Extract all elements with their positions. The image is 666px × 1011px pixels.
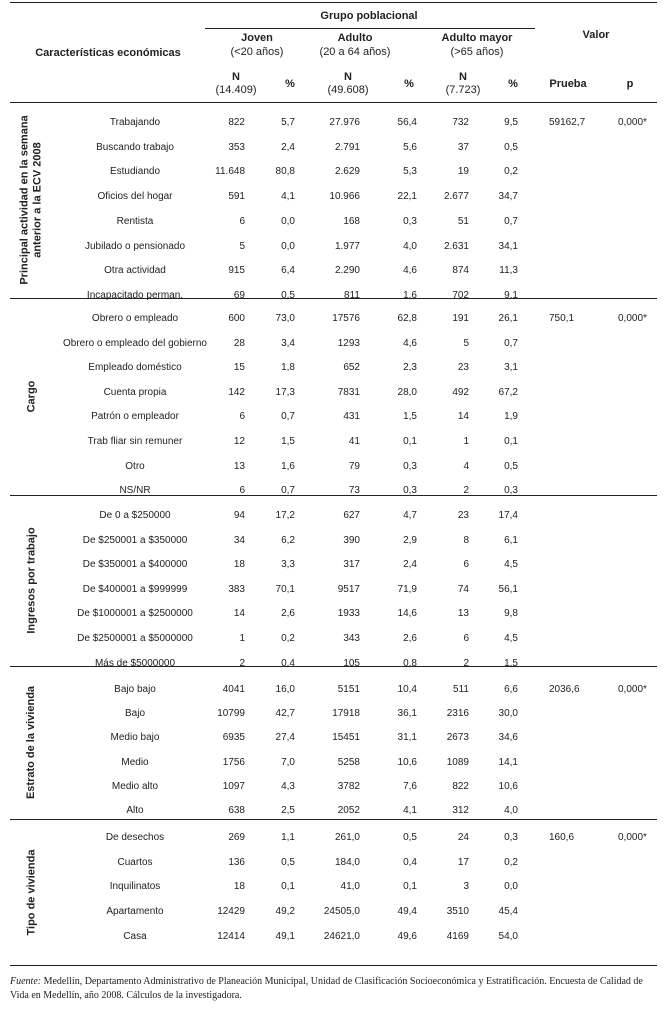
p-value: 0,000* — [618, 117, 647, 128]
group-rule — [205, 28, 535, 29]
row-label: Estudiando — [109, 166, 161, 177]
p-value: 0,000* — [618, 684, 647, 695]
footnote-label: Fuente: — [10, 976, 42, 987]
table-cell: 2,9 — [403, 535, 417, 546]
row-label: Obrero o empleado — [91, 313, 179, 324]
table-cell: 317 — [343, 559, 360, 570]
adulto-mayor-range: (>65 años) — [450, 46, 504, 58]
table-cell: 4,1 — [403, 805, 417, 816]
table-cell: 27.976 — [329, 117, 360, 128]
table-cell: 732 — [452, 117, 469, 128]
table-cell: 0,1 — [403, 436, 417, 447]
table-cell: 49,1 — [275, 931, 295, 942]
table-cell: 0,3 — [403, 461, 417, 472]
table-cell: 42,7 — [275, 708, 295, 719]
adulto-mayor-n-label: N — [459, 71, 467, 83]
section-title-line: anterior a la ECV 2008 — [32, 142, 45, 258]
row-label: Obrero o empleado del gobierno — [63, 338, 207, 349]
table-cell: 0,2 — [504, 857, 518, 868]
table-cell: 23 — [457, 362, 469, 373]
table-cell: 17,3 — [275, 387, 295, 398]
table-cell: 5 — [239, 241, 245, 252]
table-cell: 74 — [457, 584, 469, 595]
section-rule — [10, 495, 657, 496]
table-cell: 14 — [457, 411, 469, 422]
row-label: De 0 a $250000 — [99, 510, 171, 521]
table-cell: 1293 — [337, 338, 360, 349]
table-cell: 31,1 — [397, 732, 417, 743]
table-cell: 13 — [233, 461, 245, 472]
table-cell: 24 — [457, 832, 469, 843]
table-cell: 49,4 — [397, 906, 417, 917]
table-cell: 0,3 — [403, 485, 417, 496]
prueba-value: 750,1 — [549, 313, 575, 324]
row-label: Alto — [126, 805, 144, 816]
table-cell: 54,0 — [498, 931, 518, 942]
table-cell: 23 — [457, 510, 469, 521]
table-cell: 9,5 — [504, 117, 518, 128]
table-cell: 17,2 — [275, 510, 295, 521]
table-cell: 9517 — [337, 584, 360, 595]
table-cell: 1097 — [222, 781, 245, 792]
table-cell: 16,0 — [275, 684, 295, 695]
row-label: De $400001 a $999999 — [82, 584, 188, 595]
table-cell: 34,6 — [498, 732, 518, 743]
table-cell: 4,5 — [504, 559, 518, 570]
table-cell: 811 — [344, 290, 360, 301]
table-cell: 0,3 — [403, 216, 417, 227]
section-title-text — [26, 849, 39, 935]
row-label: De desechos — [105, 832, 165, 843]
row-label: Bajo bajo — [114, 684, 156, 695]
table-cell: 142 — [228, 387, 245, 398]
row-label: Medio bajo — [110, 732, 160, 743]
table-cell: 1,9 — [504, 411, 518, 422]
table-cell: 168 — [343, 216, 360, 227]
table-cell: 10,6 — [397, 757, 417, 768]
table-cell: 0,5 — [504, 461, 518, 472]
adulto-n-value: (49.608) — [327, 84, 369, 96]
adulto-n-label: N — [344, 71, 352, 83]
section-title — [17, 495, 47, 666]
section-title-text — [26, 381, 39, 413]
table-cell: 0,7 — [281, 411, 295, 422]
table-cell: 14,6 — [397, 608, 417, 619]
row-label: Empleado doméstico — [88, 362, 182, 373]
table-cell: 10.966 — [329, 191, 360, 202]
table-cell: 0,1 — [403, 881, 417, 892]
table-cell: 19 — [457, 166, 469, 177]
section-title-text — [26, 686, 39, 799]
table-cell: 49,6 — [397, 931, 417, 942]
adulto-pct-label: % — [404, 78, 414, 90]
table-cell: 28,0 — [397, 387, 417, 398]
adulto-header: Adulto — [337, 32, 373, 44]
table-cell: 0,2 — [281, 633, 295, 644]
table-cell: 0,3 — [504, 485, 518, 496]
table-cell: 70,1 — [275, 584, 295, 595]
table-cell: 600 — [228, 313, 245, 324]
table-cell: 2.629 — [334, 166, 360, 177]
table-cell: 5151 — [337, 684, 360, 695]
table-cell: 2052 — [337, 805, 360, 816]
table-cell: 5,7 — [281, 117, 295, 128]
table-cell: 915 — [228, 265, 245, 276]
table-cell: 1756 — [222, 757, 245, 768]
table-cell: 2.290 — [334, 265, 360, 276]
table-cell: 511 — [453, 684, 469, 695]
table-cell: 2316 — [446, 708, 469, 719]
table-cell: 0,5 — [281, 290, 295, 301]
joven-pct-label: % — [285, 78, 295, 90]
table-cell: 353 — [228, 142, 245, 153]
table-cell: 6 — [239, 216, 245, 227]
row-label: Medio alto — [111, 781, 159, 792]
table-cell: 79 — [348, 461, 360, 472]
table-cell: 822 — [228, 117, 245, 128]
row-label: Patrón o empleador — [91, 411, 179, 422]
table-cell: 7,6 — [403, 781, 417, 792]
table-cell: 2,6 — [281, 608, 295, 619]
table-cell: 18 — [233, 881, 245, 892]
table-cell: 0,7 — [504, 216, 518, 227]
row-label: Incapacitado perman. — [86, 290, 184, 301]
table-cell: 3782 — [337, 781, 360, 792]
table-cell: 0,2 — [504, 166, 518, 177]
table-cell: 22,1 — [397, 191, 417, 202]
row-label: Cuenta propia — [103, 387, 167, 398]
top-rule — [10, 2, 657, 3]
section-title — [17, 298, 47, 495]
table-cell: 3,4 — [281, 338, 295, 349]
row-label: Bajo — [124, 708, 146, 719]
table-cell: 591 — [228, 191, 245, 202]
row-label: De $1000001 a $2500000 — [77, 608, 193, 619]
row-label: Oficios del hogar — [97, 191, 173, 202]
joven-n-label: N — [232, 71, 240, 83]
table-cell: 0,4 — [281, 658, 295, 669]
table-cell: 1,1 — [281, 832, 295, 843]
section-title-line: Estrato de la vivienda — [25, 685, 38, 800]
section-rule — [10, 819, 657, 820]
table-cell: 5258 — [337, 757, 360, 768]
table-cell: 2 — [463, 485, 469, 496]
table-cell: 62,8 — [397, 313, 417, 324]
table-cell: 3510 — [446, 906, 469, 917]
characteristics-header: Características económicas — [35, 47, 181, 59]
table-cell: 12414 — [217, 931, 245, 942]
section-title-line: Principal actividad en la semana — [19, 115, 32, 285]
table-cell: 14,1 — [498, 757, 518, 768]
table-cell: 0,3 — [504, 832, 518, 843]
source-footnote — [10, 975, 658, 1003]
table-cell: 73 — [348, 485, 360, 496]
table-cell: 7831 — [337, 387, 360, 398]
table-cell: 34 — [233, 535, 245, 546]
row-label: Apartamento — [106, 906, 164, 917]
table-cell: 269 — [228, 832, 245, 843]
table-cell: 6 — [463, 559, 469, 570]
table-cell: 1.977 — [334, 241, 360, 252]
table-cell: 36,1 — [397, 708, 417, 719]
joven-header: Joven — [241, 32, 273, 44]
table-cell: 343 — [343, 633, 360, 644]
table-cell: 0,5 — [281, 857, 295, 868]
table-cell: 7,0 — [281, 757, 295, 768]
row-label: De $250001 a $350000 — [82, 535, 188, 546]
table-cell: 1,5 — [403, 411, 417, 422]
joven-n-value: (14.409) — [215, 84, 257, 96]
table-cell: 14 — [233, 608, 245, 619]
table-cell: 1,8 — [281, 362, 295, 373]
table-cell: 2.677 — [443, 191, 469, 202]
table-cell: 6,1 — [504, 535, 518, 546]
table-cell: 822 — [452, 781, 469, 792]
table-cell: 1 — [463, 436, 469, 447]
table-cell: 6,4 — [281, 265, 295, 276]
table-cell: 0,0 — [504, 881, 518, 892]
table-cell: 0,5 — [504, 142, 518, 153]
table-cell: 6 — [463, 633, 469, 644]
table-cell: 9,1 — [504, 290, 518, 301]
table-cell: 6,6 — [504, 684, 518, 695]
table-cell: 1 — [239, 633, 245, 644]
table-cell: 638 — [228, 805, 245, 816]
p-label: p — [626, 78, 634, 90]
table-cell: 13 — [457, 608, 469, 619]
table-cell: 1,5 — [504, 658, 518, 669]
row-label: Trabajando — [109, 117, 161, 128]
group-title: Grupo poblacional — [320, 10, 418, 22]
section-title-line: Cargo — [25, 380, 38, 413]
table-cell: 56,4 — [397, 117, 417, 128]
table-cell: 10,4 — [397, 684, 417, 695]
row-label: Cuartos — [117, 857, 153, 868]
section-title-line: Ingresos por trabajo — [25, 527, 38, 634]
footnote-text: Medellín, Departamento Administrativo de Planeación Municipal, Unidad de Clasificación Socioeconómica y Estratificación. Encuesta de Calidad de Vida en Medellín, año 2008. Cálculos de la investigadora. — [10, 976, 643, 1001]
table-cell: 49,2 — [275, 906, 295, 917]
table-cell: 11,3 — [499, 265, 518, 276]
table-cell: 2,3 — [403, 362, 417, 373]
table-cell: 94 — [233, 510, 245, 521]
table-cell: 2,5 — [281, 805, 295, 816]
table-cell: 12429 — [217, 906, 245, 917]
row-label: De $350001 a $400000 — [82, 559, 188, 570]
table-cell: 5,6 — [403, 142, 417, 153]
table-cell: 702 — [452, 290, 469, 301]
table-cell: 10,6 — [498, 781, 518, 792]
section-title — [17, 102, 47, 298]
table-cell: 0,4 — [403, 857, 417, 868]
row-label: NS/NR — [119, 485, 151, 496]
table-cell: 1089 — [446, 757, 469, 768]
adulto-mayor-n-value: (7.723) — [445, 84, 481, 96]
prueba-value: 160,6 — [549, 832, 575, 843]
table-cell: 2.791 — [334, 142, 360, 153]
row-label: Inquilinatos — [109, 881, 161, 892]
table-cell: 105 — [343, 658, 360, 669]
table-cell: 431 — [343, 411, 360, 422]
table-cell: 2673 — [446, 732, 469, 743]
table-cell: 652 — [343, 362, 360, 373]
table-cell: 4 — [463, 461, 469, 472]
table-cell: 2 — [239, 658, 245, 669]
table-cell: 4169 — [446, 931, 469, 942]
header-bottom-rule — [10, 102, 657, 103]
table-cell: 41,0 — [340, 881, 360, 892]
table-cell: 45,4 — [498, 906, 518, 917]
table-cell: 69 — [233, 290, 245, 301]
p-value: 0,000* — [618, 832, 647, 843]
table-cell: 0,0 — [281, 216, 295, 227]
table-cell: 9,8 — [504, 608, 518, 619]
table-cell: 17576 — [332, 313, 360, 324]
section-title-text — [26, 527, 39, 633]
table-cell: 37 — [457, 142, 469, 153]
table-cell: 1,5 — [281, 436, 295, 447]
prueba-value: 59162,7 — [549, 117, 586, 128]
table-cell: 34,7 — [498, 191, 518, 202]
table-cell: 15 — [233, 362, 245, 373]
row-label: Casa — [123, 931, 147, 942]
row-label: Otra actividad — [104, 265, 166, 276]
table-cell: 1,6 — [403, 290, 417, 301]
table-cell: 261,0 — [334, 832, 360, 843]
table-cell: 390 — [343, 535, 360, 546]
table-cell: 24505,0 — [323, 906, 360, 917]
table-cell: 2.631 — [443, 241, 469, 252]
row-label: Buscando trabajo — [96, 142, 174, 153]
table-cell: 2 — [463, 658, 469, 669]
table-cell: 26,1 — [498, 313, 518, 324]
section-title-text — [19, 115, 45, 284]
table-cell: 136 — [228, 857, 245, 868]
table-cell: 4,3 — [281, 781, 295, 792]
table-cell: 6,2 — [281, 535, 295, 546]
adulto-mayor-header: Adulto mayor — [441, 32, 513, 44]
table-cell: 1,6 — [281, 461, 295, 472]
table-cell: 6935 — [222, 732, 245, 743]
table-cell: 0,7 — [281, 485, 295, 496]
table-cell: 4,6 — [403, 338, 417, 349]
section-title — [17, 666, 47, 819]
table-cell: 4,6 — [403, 265, 417, 276]
table-cell: 2,4 — [403, 559, 417, 570]
table-cell: 627 — [343, 510, 360, 521]
table-cell: 4,0 — [504, 805, 518, 816]
table-cell: 312 — [452, 805, 469, 816]
prueba-value: 2036,6 — [549, 684, 580, 695]
table-cell: 51 — [457, 216, 469, 227]
table-cell: 41 — [348, 436, 360, 447]
table-cell: 3,1 — [504, 362, 518, 373]
row-label: Jubilado o pensionado — [84, 241, 186, 252]
table-cell: 0,8 — [403, 658, 417, 669]
table-cell: 12 — [233, 436, 245, 447]
value-title: Valor — [582, 29, 610, 41]
table-cell: 15451 — [332, 732, 360, 743]
table-cell: 1933 — [337, 608, 360, 619]
table-cell: 18 — [233, 559, 245, 570]
table-cell: 71,9 — [397, 584, 417, 595]
table-cell: 4041 — [222, 684, 245, 695]
adulto-range: (20 a 64 años) — [319, 46, 391, 58]
table-cell: 24621,0 — [323, 931, 360, 942]
table-cell: 3,3 — [281, 559, 295, 570]
row-label: De $2500001 a $5000000 — [77, 633, 193, 644]
section-title-line: Tipo de vivienda — [25, 849, 38, 935]
table-cell: 4,0 — [403, 241, 417, 252]
table-cell: 27,4 — [275, 732, 295, 743]
table-cell: 4,1 — [281, 191, 295, 202]
table-cell: 6 — [239, 411, 245, 422]
table-cell: 0,5 — [403, 832, 417, 843]
table-cell: 0,1 — [281, 881, 295, 892]
table-cell: 3 — [463, 881, 469, 892]
table-cell: 383 — [228, 584, 245, 595]
table-cell: 11.648 — [215, 166, 245, 177]
table-cell: 0,1 — [504, 436, 518, 447]
p-value: 0,000* — [618, 313, 647, 324]
section-rule — [10, 965, 657, 966]
table-cell: 80,8 — [275, 166, 295, 177]
table-cell: 73,0 — [275, 313, 295, 324]
table-cell: 4,7 — [403, 510, 417, 521]
table-cell: 4,5 — [504, 633, 518, 644]
table-cell: 2,4 — [281, 142, 295, 153]
table-cell: 8 — [463, 535, 469, 546]
table-cell: 492 — [452, 387, 469, 398]
row-label: Más de $5000000 — [94, 658, 176, 669]
table-cell: 184,0 — [334, 857, 360, 868]
table-cell: 6 — [239, 485, 245, 496]
table-cell: 5 — [463, 338, 469, 349]
table-cell: 56,1 — [498, 584, 518, 595]
table-cell: 17 — [457, 857, 469, 868]
table-cell: 5,3 — [403, 166, 417, 177]
adulto-mayor-pct-label: % — [508, 78, 518, 90]
table-cell: 0,0 — [281, 241, 295, 252]
table-cell: 874 — [452, 265, 469, 276]
row-label: Medio — [121, 757, 149, 768]
table-cell: 0,7 — [504, 338, 518, 349]
table-cell: 34,1 — [498, 241, 518, 252]
prueba-label: Prueba — [549, 78, 587, 90]
table-cell: 191 — [452, 313, 469, 324]
table-cell: 30,0 — [498, 708, 518, 719]
section-title — [17, 819, 47, 965]
row-label: Trab fliar sin remuner — [87, 436, 183, 447]
table-cell: 28 — [233, 338, 245, 349]
table-cell: 17,4 — [498, 510, 518, 521]
joven-range: (<20 años) — [230, 46, 284, 58]
table-cell: 67,2 — [498, 387, 518, 398]
row-label: Rentista — [116, 216, 154, 227]
table-cell: 17918 — [332, 708, 360, 719]
table-cell: 2,6 — [403, 633, 417, 644]
row-label: Otro — [125, 461, 145, 472]
table-cell: 10799 — [217, 708, 245, 719]
